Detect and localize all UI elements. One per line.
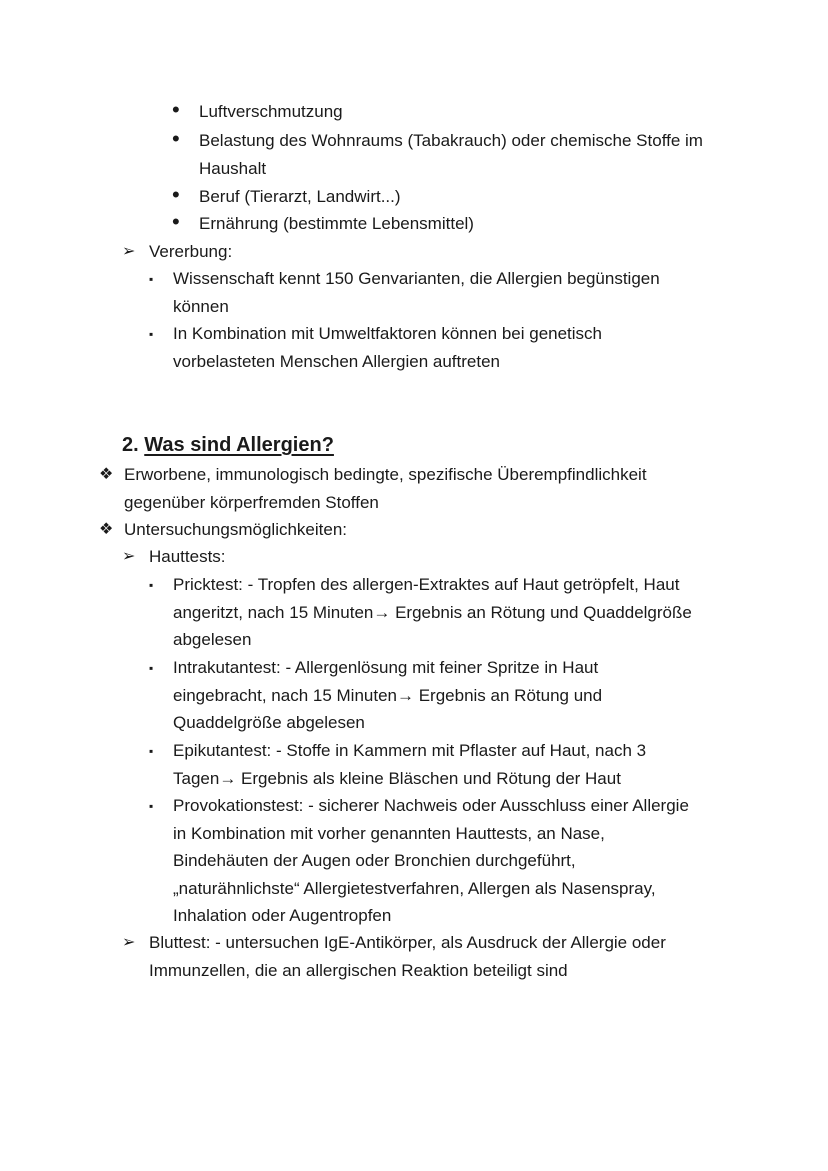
bluttest-text: Bluttest: - untersuchen IgE-Antikörper, als Ausdruck der Allergie oder [149,933,666,952]
list-item-text: angeritzt, nach 15 Minuten→ Ergebnis an Rötung und Quaddelgröße [173,603,692,622]
bullet-dot-marker: • [172,182,180,207]
list-item-text: Haushalt [199,159,267,178]
definition-text: gegenüber körperfremden Stoffen [124,493,379,512]
square-marker: ▪ [149,661,154,675]
list-item-text: Pricktest: - Tropfen des allergen-Extraktes auf Haut getröpfelt, Haut [173,575,680,594]
bullet-dot-marker: • [172,126,180,151]
bullet-dot-marker: • [172,97,180,122]
arrow-marker: ➢ [122,548,136,565]
list-item-text: In Kombination mit Umweltfaktoren können bei genetisch [173,324,603,343]
list-item-text: Provokationstest: - sicherer Nachweis oder Ausschluss einer Allergie [173,796,689,815]
list-item-text: Epikutantest: - Stoffe in Kammern mit Pflaster auf Haut, nach 3 [173,741,647,760]
heading-title: Was sind Allergien? [144,434,334,456]
list-item-text: „naturähnlichste“ Allergietestverfahren, Allergen als Nasenspray, [173,879,656,898]
square-marker: ▪ [149,578,154,592]
list-item-text: eingebracht, nach 15 Minuten→ Ergebnis an Rötung und [173,686,603,705]
definition-text: Erworbene, immunologisch bedingte, spezifische Überempfindlichkeit [124,465,647,484]
bluttest-text: Immunzellen, die an allergischen Reaktion beteiligt sind [149,961,568,980]
square-marker: ▪ [149,799,154,813]
vererbung-label: Vererbung: [149,242,233,261]
arrow-marker: ➢ [122,934,136,951]
arrow-marker: ➢ [122,243,136,260]
section-heading [122,431,334,459]
list-item-text: Ernährung (bestimmte Lebensmittel) [199,214,474,233]
square-marker: ▪ [149,327,154,341]
list-item-text: Belastung des Wohnraums (Tabakrauch) oder chemische Stoffe im [199,131,703,150]
square-marker: ▪ [149,272,154,286]
list-item-text: in Kombination mit vorher genannten Hauttests, an Nase, [173,824,605,843]
list-item-text: Luftverschmutzung [199,102,343,121]
diamond-marker: ❖ [99,521,114,538]
list-item-text: vorbelasteten Menschen Allergien auftreten [173,352,500,371]
square-marker: ▪ [149,744,154,758]
untersuchung-label: Untersuchungsmöglichkeiten: [124,520,348,539]
list-item-text: abgelesen [173,630,252,649]
bullet-dot-marker: • [172,209,180,234]
list-item-text: Intrakutantest: - Allergenlösung mit feiner Spritze in Haut [173,658,599,677]
list-item-text: Bindehäuten der Augen oder Bronchien durchgeführt, [173,851,576,870]
diamond-marker: ❖ [99,466,114,483]
heading-number: 2. [122,434,139,456]
hauttests-label: Hauttests: [149,547,226,566]
list-item-text: Wissenschaft kennt 150 Genvarianten, die Allergien begünstigen [173,269,660,288]
list-item-text: Inhalation oder Augentropfen [173,906,392,925]
list-item-text: Quaddelgröße abgelesen [173,713,365,732]
list-item-text: Tagen→ Ergebnis als kleine Bläschen und Rötung der Haut [173,769,621,788]
list-item-text: können [173,297,229,316]
list-item-text: Beruf (Tierarzt, Landwirt...) [199,187,401,206]
